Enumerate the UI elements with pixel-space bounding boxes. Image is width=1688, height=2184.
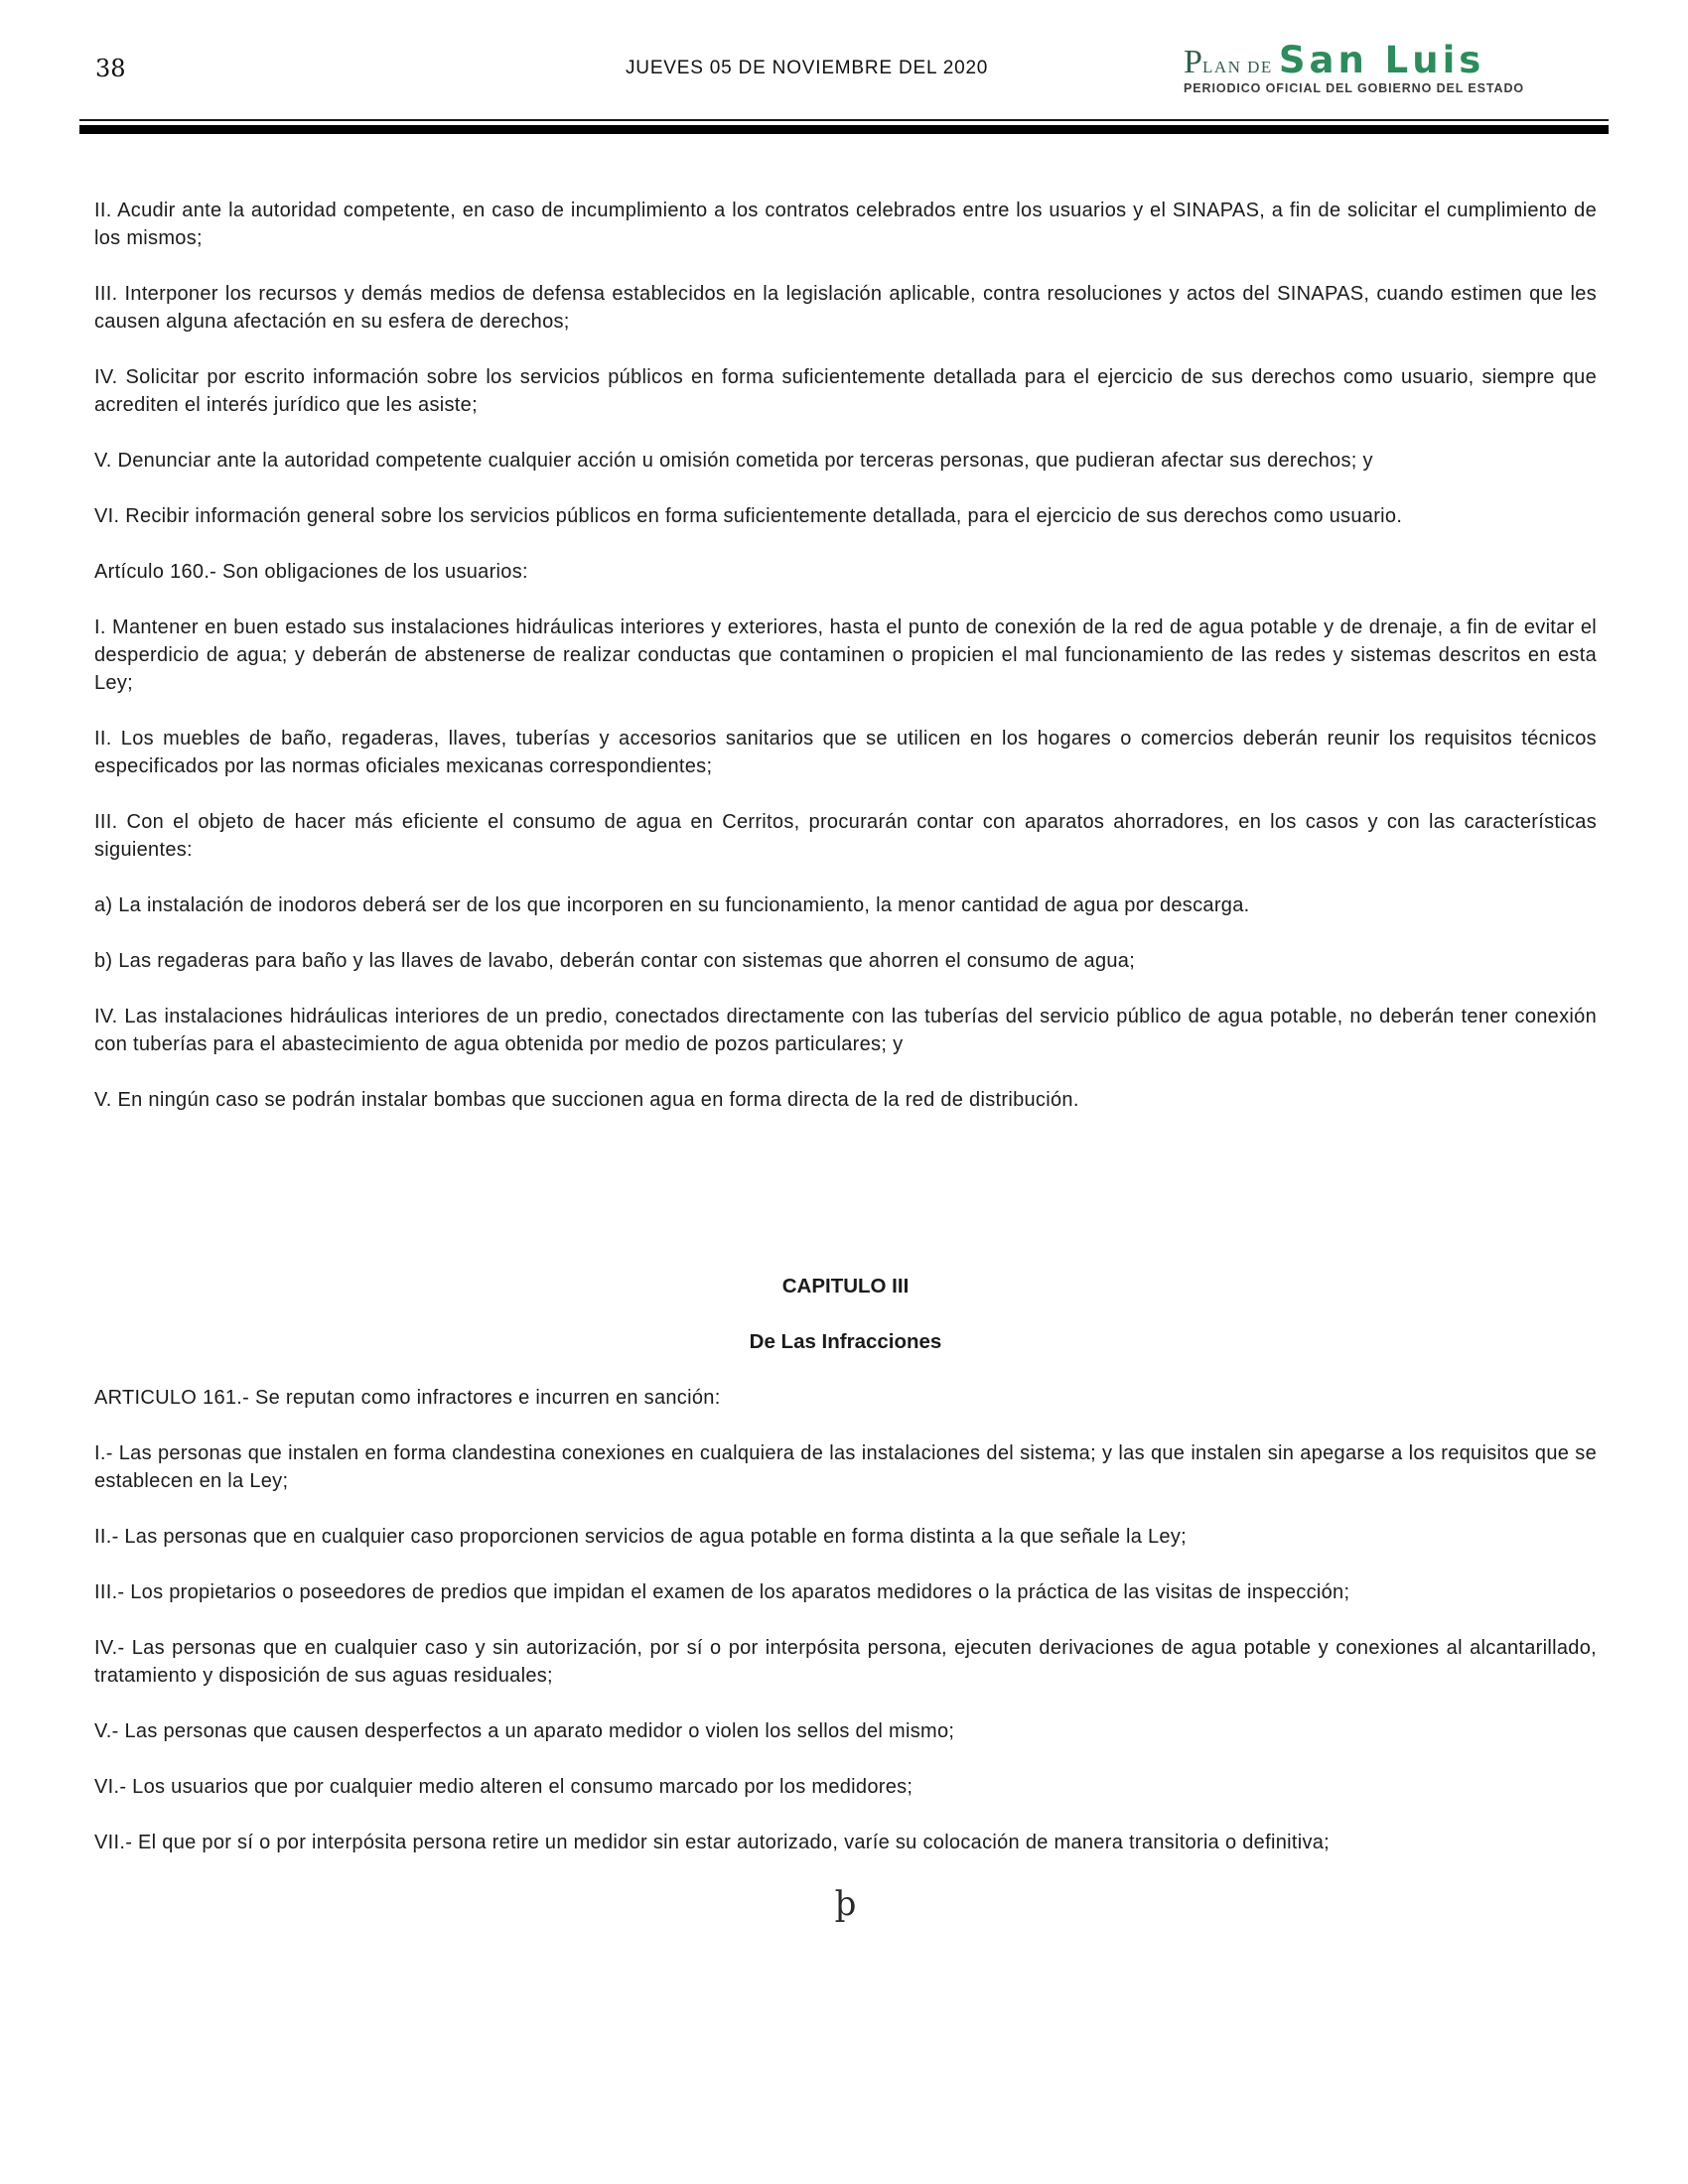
paragraph: II. Acudir ante la autoridad competente, en caso de incumplimiento a los contratos celebrados entre los usuarios y el SINAPAS, a fin de solicitar el cumplimiento de los mismos; <box>94 200 1597 249</box>
paragraph: I.- Las personas que instalen en forma clandestina conexiones en cualquiera de las instalaciones del sistema; y las que instalen sin apegarse a los requisitos que se establecen en la Ley; <box>94 1442 1597 1492</box>
paragraph: VI. Recibir información general sobre los servicios públicos en forma suficientemente detallada, para el ejercicio de sus derechos como usuario. <box>94 505 1403 527</box>
paragraph: III.- Los propietarios o poseedores de predios que impidan el examen de los aparatos medidores o la práctica de las visitas de inspección; <box>94 1581 1350 1603</box>
logo-initial-letter: P <box>1184 44 1202 80</box>
paragraph: Artículo 160.- Son obligaciones de los usuarios: <box>94 561 528 583</box>
paragraph-list <box>94 197 1597 1856</box>
logo-subtitle: PERIODICO OFICIAL DEL GOBIERNO DEL ESTADO <box>1184 81 1524 95</box>
paragraph: V. En ningún caso se podrán instalar bombas que succionen agua en forma directa de la red de distribución. <box>94 1089 1079 1111</box>
paragraph: VI.- Los usuarios que por cualquier medio alteren el consumo marcado por los medidores; <box>94 1776 914 1798</box>
logo-title-line <box>1184 39 1524 81</box>
paragraph: III. Con el objeto de hacer más eficiente el consumo de agua en Cerritos, procurarán contar con aparatos ahorradores, en los casos y con las características siguientes: <box>94 811 1597 861</box>
footer-artifact-glyph: þ <box>834 1884 857 1924</box>
paragraph: IV.- Las personas que en cualquier caso y sin autorización, por sí o por interpósita persona, ejecuten derivaciones de agua potable y conexiones al alcantarillado, tratamiento y disposición de sus aguas residuales; <box>94 1637 1597 1687</box>
section-heading: De Las Infracciones <box>749 1330 942 1353</box>
page-header <box>0 0 1688 135</box>
paragraph: V.- Las personas que causen desperfectos a un aparato medidor o violen los sellos del mismo; <box>94 1720 955 1742</box>
header-rule-thick <box>79 125 1609 134</box>
logo-san-luis-text: San Luis <box>1278 39 1485 81</box>
paragraph: IV. Las instalaciones hidráulicas interiores de un predio, conectados directamente con las tuberías del servicio público de agua potable, no deberán tener conexión con tuberías para el abastecimiento de agua obtenida por medio de pozos particulares; y <box>94 1006 1597 1055</box>
paragraph: V. Denunciar ante la autoridad competente cualquier acción u omisión cometida por terceras personas, que pudieran afectar sus derechos; y <box>94 450 1373 472</box>
paragraph: II. Los muebles de baño, regaderas, llaves, tuberías y accesorios sanitarios que se utilicen en los hogares o comercios deberán reunir los requisitos técnicos especificados por las normas oficiales mexicanas correspondientes; <box>94 728 1597 777</box>
paragraph: VII.- El que por sí o por interpósita persona retire un medidor sin estar autorizado, varíe su colocación de manera transitoria o definitiva; <box>94 1832 1331 1853</box>
page-number: 38 <box>95 55 126 82</box>
section-heading: CAPITULO III <box>781 1275 910 1297</box>
paragraph: II.- Las personas que en cualquier caso proporcionen servicios de agua potable en forma distinta a la que señale la Ley; <box>94 1526 1188 1548</box>
paragraph: III. Interponer los recursos y demás medios de defensa establecidos en la legislación aplicable, contra resoluciones y actos del SINAPAS, cuando estimen que les causen alguna afectación en su esfera de derechos; <box>94 283 1597 333</box>
paragraph: ARTICULO 161.- Se reputan como infractores e incurren en sanción: <box>94 1387 721 1409</box>
header-date: JUEVES 05 DE NOVIEMBRE DEL 2020 <box>626 58 989 78</box>
paragraph: IV. Solicitar por escrito información sobre los servicios públicos en forma suficientemente detallada para el ejercicio de sus derechos como usuario, siempre que acrediten el interés jurídico que les asiste; <box>94 366 1597 416</box>
paragraph: b) Las regaderas para baño y las llaves de lavabo, deberán contar con sistemas que ahorren el consumo de agua; <box>94 950 1136 972</box>
newspaper-logo <box>1184 39 1524 95</box>
logo-plan-de-text: LAN DE <box>1201 58 1273 76</box>
header-rule-thin <box>79 119 1609 121</box>
document-body <box>94 197 1597 1924</box>
paragraph: I. Mantener en buen estado sus instalaciones hidráulicas interiores y exteriores, hasta el punto de conexión de la red de agua potable y de drenaje, a fin de evitar el desperdicio de agua; y deberán de abstenerse de realizar conductas que contaminen o propicien el mal funcionamiento de las redes y sistemas descritos en esta Ley; <box>94 616 1597 694</box>
paragraph: a) La instalación de inodoros deberá ser de los que incorporen en su funcionamiento, la menor cantidad de agua por descarga. <box>94 894 1250 916</box>
